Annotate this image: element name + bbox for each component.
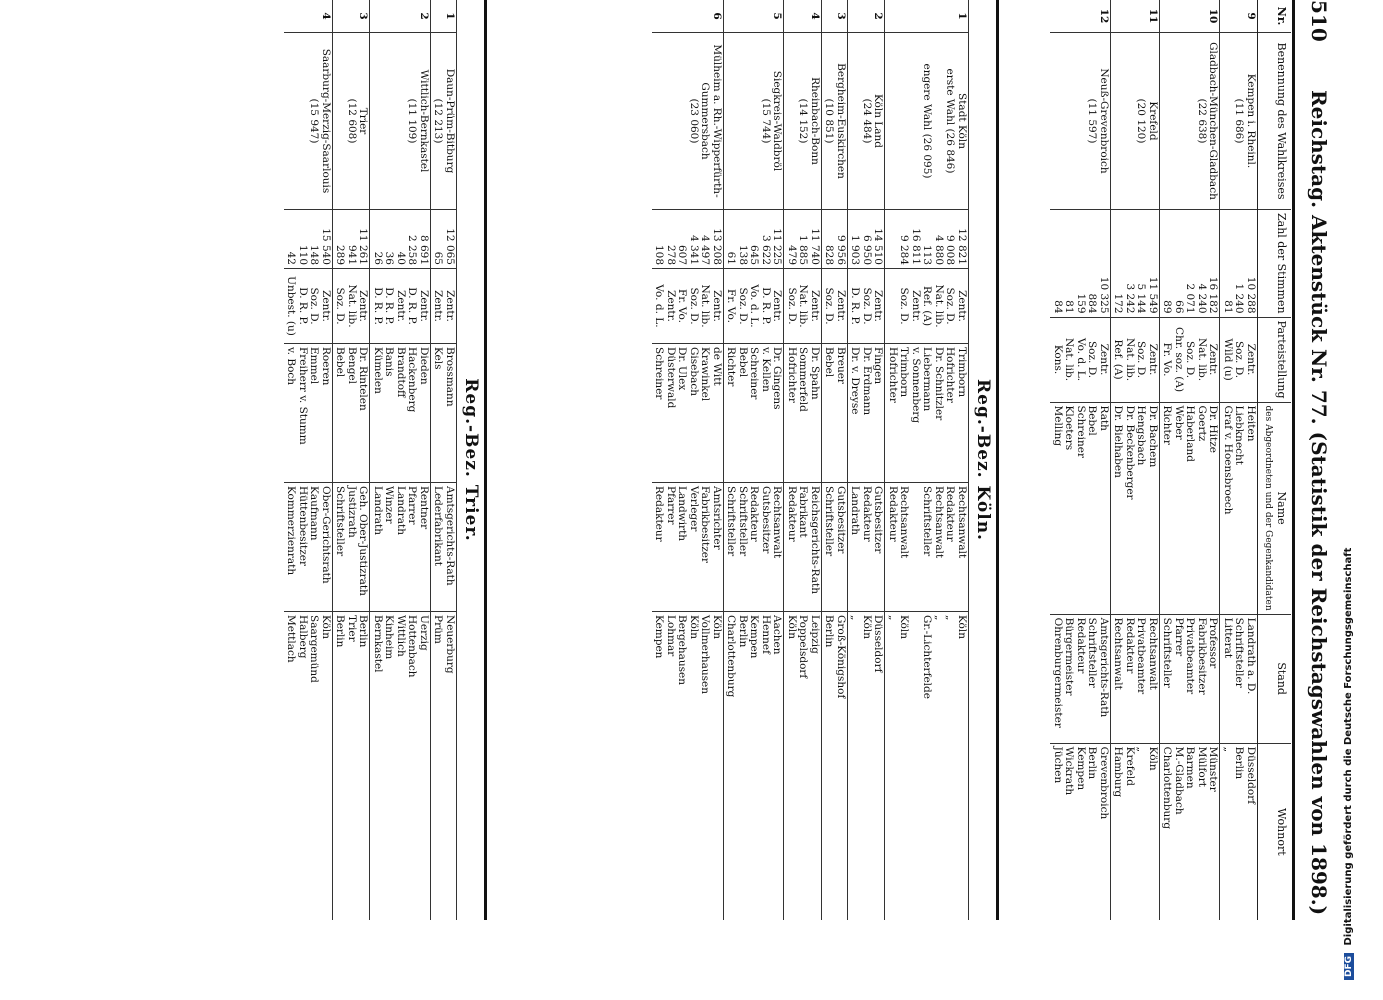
table-row (1111, 0, 1160, 920)
table-row (652, 0, 724, 920)
table-body-3 (284, 0, 457, 920)
section-heading-trier: Reg.-Bez. Trier. (461, 378, 481, 542)
row-partei: Zentr. Soz. D. Vo. d. L. Nat. lib. Kons. (1051, 317, 1111, 402)
table-block-1 (1051, 0, 1292, 920)
col-wohnort: Wohnort (1258, 743, 1292, 920)
row-stimmen: 14 510 6 950 1 903 (848, 210, 886, 269)
row-wohnort: Münster Mülfort Barmen M.-Gladbach Charlottenburg (1160, 743, 1221, 920)
row-name: Heiten Liebknecht Graf v. Hoensbroech (1220, 402, 1258, 614)
col-span-note: des Abgeordneten und der Gegenkandidaten (1263, 405, 1274, 611)
row-stimmen: 9 956 828 (822, 210, 848, 269)
row-stimmen: 11 549 5 144 3 242 172 (1111, 210, 1160, 318)
row-stand: Rechtsanwalt Gutsbesitzer Redakteur Schriftsteller Schriftsteller (724, 483, 785, 612)
row-wahlkreis: Krefeld (20 120) (1111, 33, 1160, 210)
footer-text: Digitalisierung gefördert durch die Deutsche Forschungsgemeinschaft (1343, 547, 1354, 946)
row-nr: 5 (724, 0, 785, 33)
row-stand: Rentner Pfarrer Landrath Winzer Landrath (370, 483, 431, 612)
row-wohnort: Aachen Hennef Kempen Berlin Charlottenburg (724, 612, 785, 921)
dfg-logo-icon: DFG (1344, 953, 1354, 980)
table-block-2 (652, 0, 969, 920)
row-name: Rath Bebel Schreiner Kloeters Melling (1051, 402, 1111, 614)
row-name: Dr. Rintelen Bengel Bebel (333, 344, 371, 483)
table-block-3 (284, 0, 457, 920)
row-name: Roeren Emmel Freiherr v. Stumm v. Boch (284, 344, 333, 483)
row-wohnort: Uerzig Hottenbach Wittlich Kinheim Bernkastel (370, 612, 431, 921)
row-partei: Zentr. Nat. lib. Soz. D. Chr. soz. (A) Fr. Vo. (1160, 317, 1221, 402)
row-stand: Amtsgerichts-Rath Schriftsteller Redakteur Bürgermeister Ohrenburgermeister (1051, 614, 1111, 743)
row-wahlkreis: Bergheim-Euskirchen (10 851) (822, 33, 848, 210)
row-nr: 9 (1220, 0, 1258, 33)
row-partei: Zentr. Soz. D. (822, 269, 848, 344)
table-row (1160, 0, 1221, 920)
col-zahl: Zahl der Stimmen (1258, 210, 1292, 318)
footer-credit (1343, 0, 1354, 980)
row-stand: Amtsrichter Fabrikbesitzer Verleger Landwirth Pfarrer Redakteur (652, 483, 724, 612)
row-partei: Zentr. D. R. P. Zentr. D. R. P. D. R. P. (370, 269, 431, 344)
row-stand: Professor Fabrikbesitzer Privatbeamter Pfarrer Schriftsteller (1160, 614, 1221, 743)
row-wohnort: Neuerburg Prüm (431, 612, 457, 921)
row-wohnort: Köln Saargemünd Halberg Mettlach (284, 612, 333, 921)
page-title: Reichstag. Aktenstück Nr. 77. (Statistik der Reichstagswahlen von 1898.) (1307, 90, 1331, 916)
row-stand: Reichsgerichts-Rath Fabrikant Redakteur (784, 483, 822, 612)
block-rule-1 (996, 0, 999, 920)
table-row (885, 0, 969, 920)
col-nr: Nr. (1258, 0, 1292, 33)
row-nr: 3 (822, 0, 848, 33)
row-wohnort: Köln „ Krefeld Hamburg (1111, 743, 1160, 920)
section-heading-koeln: Reg.-Bez. Köln. (973, 379, 993, 541)
row-wahlkreis: Rheinbach-Bonn (14 152) (784, 33, 822, 210)
row-name: Trimborn Hofrichter Dr. Schnitzler Liebermann v. Sonnenberg Trimborn Hofrichter (885, 344, 969, 483)
row-stimmen: 11 225 3 622 645 138 61 (724, 210, 785, 269)
row-name: Fingen Dr. Erdmann Dr. v. Dreyse (848, 344, 886, 483)
row-nr: 1 (885, 0, 969, 33)
row-partei: Zentr. Soz. D. D. R. P. Unbest. (u) (284, 269, 333, 344)
row-partei: Zentr. Soz. D. Nat. lib. Ref. (A) Zentr. Soz. D. (885, 269, 969, 344)
row-name: Dr. Spahn Sommerfeld Hofrichter (784, 344, 822, 483)
table-row (822, 0, 848, 920)
row-partei: Zentr. Zentr. (431, 269, 457, 344)
table-row (333, 0, 371, 920)
row-nr: 12 (1051, 0, 1111, 33)
row-stimmen: 15 540 148 110 42 (284, 210, 333, 269)
row-nr: 10 (1160, 0, 1221, 33)
col-stand: Stand (1258, 614, 1292, 743)
row-stimmen: 10 325 884 159 81 84 (1051, 210, 1111, 318)
row-wohnort: Groß-Königshof Berlin (822, 612, 848, 921)
row-wahlkreis: Gladbach-München-Gladbach (22 638) (1160, 33, 1221, 210)
table-row (724, 0, 785, 920)
row-partei: Zentr. Nat. lib. Soz. D. (784, 269, 822, 344)
table-body-1 (1051, 0, 1258, 920)
row-wahlkreis: Mülheim a. Rh.-Wipperfürth- Gummersbach (23 060) (652, 33, 724, 210)
row-stand: Geh. Ober-Justizrath Justizrath Schriftsteller (333, 483, 371, 612)
page-header (1299, 0, 1331, 920)
row-wahlkreis: Köln Land (24 484) (848, 33, 886, 210)
block-rule-2 (484, 0, 487, 920)
header-rule (1292, 0, 1295, 920)
row-wohnort: Grevenbroich Berlin Kempen Wickrath Jüchen (1051, 743, 1111, 920)
row-nr: 3 (333, 0, 371, 33)
col-name: Name des Abgeordneten und der Gegenkandidaten (1258, 402, 1292, 614)
row-stand: Gutsbesitzer Schriftsteller (822, 483, 848, 612)
row-nr: 1 (431, 0, 457, 33)
row-partei: Zentr. Soz. D. D. R. P. (848, 269, 886, 344)
row-nr: 2 (370, 0, 431, 33)
row-stand: Rechtsanwalt Redakteur Rechtsanwalt Schriftsteller Rechtsanwalt Redakteur (885, 483, 969, 612)
row-stimmen: 16 182 4 240 2 071 66 89 (1160, 210, 1221, 318)
row-partei: Zentr. Soz. D. Wild (u) (1220, 317, 1258, 402)
row-wahlkreis: Stadt Köln erste Wahl (26 846) engere Wahl (26 095) (885, 33, 969, 210)
row-stimmen: 12 821 9 008 4 880 113 16 811 9 284 (885, 210, 969, 269)
table-row (784, 0, 822, 920)
row-name: Dieden Hackenberg Brandtoff Banis Kümelen (370, 344, 431, 483)
row-stimmen: 13 208 4 497 4 341 607 278 108 (652, 210, 724, 269)
table-row (284, 0, 333, 920)
table-row (431, 0, 457, 920)
col-partei: Parteistellung (1258, 317, 1292, 402)
page-number: 510 (1307, 0, 1331, 42)
row-wahlkreis: Trier (12 608) (333, 33, 371, 210)
table-row (1220, 0, 1258, 920)
table-row (848, 0, 886, 920)
table-row (1051, 0, 1111, 920)
row-wahlkreis: Neuß-Grevenbroich (11 597) (1051, 33, 1111, 210)
row-stimmen: 11 740 1 885 479 (784, 210, 822, 269)
row-stand: Amtsgerichts-Rath Lederfabrikant (431, 483, 457, 612)
row-stand: Ober-Gerichtsrath Kaufmann Hüttenbesitzer Kommerzienrath (284, 483, 333, 612)
row-nr: 4 (284, 0, 333, 33)
row-wohnort: Köln Vollmerhausen Köln Bergehausen Lohmar Kempen (652, 612, 724, 921)
row-partei: Zentr. Nat. lib. Soz. D. (333, 269, 371, 344)
row-stimmen: 12 065 65 (431, 210, 457, 269)
row-name: Breuer Bebel (822, 344, 848, 483)
row-wahlkreis: Daun-Prüm-Bitburg (12 213) (431, 33, 457, 210)
row-wahlkreis: Siegkreis-Waldbröl (15 744) (724, 33, 785, 210)
row-nr: 6 (652, 0, 724, 33)
row-stand: Landrath a. D. Schriftsteller Litterat (1220, 614, 1258, 743)
row-nr: 11 (1111, 0, 1160, 33)
row-partei: Zentr. D. R. P. Vo. d. L. Soz. D. Fr. Vo. (724, 269, 785, 344)
row-wohnort: Leipzig Poppelsdorf Köln (784, 612, 822, 921)
row-wahlkreis: Wittlich-Bernkastel (11 109) (370, 33, 431, 210)
row-name: Dr. Bachem Hengsbach Dr. Beckenberger Dr. Bielhaben (1111, 402, 1160, 614)
row-wohnort: Düsseldorf Berlin „ (1220, 743, 1258, 920)
row-wohnort: Düsseldorf Köln „ (848, 612, 886, 921)
row-nr: 4 (784, 0, 822, 33)
row-nr: 2 (848, 0, 886, 33)
row-partei: Zentr. Soz. D. Nat. lib. Ref. (A) (1111, 317, 1160, 402)
row-name: Dr. Gingens v. Kellen Schreiner Bebel Richter (724, 344, 785, 483)
row-stimmen: 8 691 2 258 40 36 26 (370, 210, 431, 269)
table-row (370, 0, 431, 920)
row-partei: Zentr. Nat. lib. Soz. D. Fr. Vo. Zentr. Vo. d. L. (652, 269, 724, 344)
rotated-page (45, 0, 1345, 940)
table-body-2 (652, 0, 969, 920)
row-stand: Rechtsanwalt Privatbeamter Redakteur Rechtsanwalt (1111, 614, 1160, 743)
row-stimmen: 10 288 1 240 81 (1220, 210, 1258, 318)
row-stimmen: 11 261 941 289 (333, 210, 371, 269)
row-name: Brossmann Kels (431, 344, 457, 483)
row-stand: Gutsbesitzer Redakteur Landrath (848, 483, 886, 612)
row-wahlkreis: Saarburg-Merzig-Saarlouis (15 947) (284, 33, 333, 210)
row-name: de Witt Krawinkel Gisebach Dr. Ulex Düsterwald Schreiner (652, 344, 724, 483)
row-wohnort: Berlin Trier Berlin (333, 612, 371, 921)
row-name: Dr. Hitze Goertz Haberland Weber Richter (1160, 402, 1221, 614)
col-benennung: Benennung des Wahlkreises (1258, 33, 1292, 210)
row-wohnort: Köln „ „ Gr.-Lichterfelde Köln „ (885, 612, 969, 921)
row-wahlkreis: Kempen i. Rheinl. (11 686) (1220, 33, 1258, 210)
